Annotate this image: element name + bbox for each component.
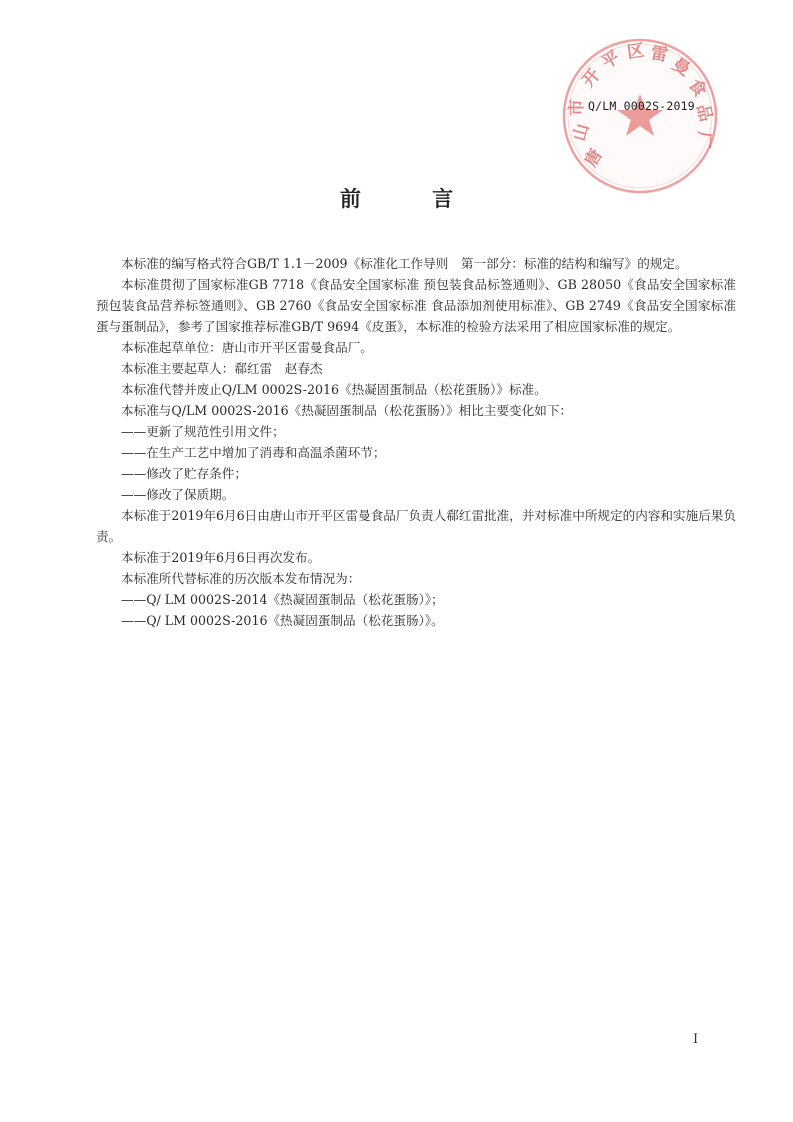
page-number: I (693, 1032, 699, 1047)
svg-text:雷: 雷 (649, 43, 670, 66)
paragraph-approval: 本标准于2019年6月6日由唐山市开平区雷曼食品厂负责人郗红雷批准，并对标准中所规定的内容和实施后果负责。 (96, 508, 736, 544)
change-item: ——修改了贮存条件； (121, 466, 247, 481)
svg-text:山: 山 (569, 121, 594, 144)
svg-text:市: 市 (567, 99, 587, 116)
svg-text:品: 品 (692, 102, 716, 124)
paragraph-drafting-unit: 本标准起草单位：唐山市开平区雷曼食品厂。 (121, 340, 373, 355)
svg-text:区: 区 (625, 40, 646, 63)
paragraph-release: 本标准于2019年6月6日再次发布。 (121, 550, 321, 565)
standard-code: Q/LM 0002S-2019 (588, 99, 695, 113)
svg-text:开: 开 (578, 65, 605, 92)
company-seal (560, 36, 720, 196)
paragraph-format: 本标准的编写格式符合GB/T 1.1－2009《标准化工作导则 第一部分：标准的结构和编写》的规定。 (121, 256, 688, 271)
svg-text:唐: 唐 (581, 145, 607, 171)
history-item: ——Q/ LM 0002S-2014《热凝固蛋制品（松花蛋肠）》； (121, 592, 444, 607)
history-item: ——Q/ LM 0002S-2016《热凝固蛋制品（松花蛋肠）》。 (121, 613, 444, 628)
paragraph-standards: 本标准贯彻了国家标准GB 7718《食品安全国家标准 预包装食品标签通则》、GB 28050《食品安全国家标准 预包装食品营养标签通则》、GB 2760《食品安全国家标准 食品添加剂使用标准》、GB 2749《食品安全国家标准 蛋与蛋制品》，参考了国家推荐标准GB/T 9694《皮蛋》，本标准的检验方法采用了相应国家标准的规定。 (96, 277, 736, 334)
paragraph-replaces: 本标准代替并废止Q/LM 0002S-2016《热凝固蛋制品（松花蛋肠）》标准。 (121, 382, 547, 397)
svg-text:平: 平 (598, 47, 624, 74)
change-item: ——在生产工艺中增加了消毒和高温杀菌环节； (121, 445, 386, 460)
page-title: 前 言 (339, 187, 486, 211)
svg-text:曼: 曼 (668, 54, 694, 81)
svg-text:厂: 厂 (692, 130, 714, 150)
svg-text:食: 食 (683, 75, 711, 101)
paragraph-drafters: 本标准主要起草人：郗红雷 赵春杰 (121, 361, 323, 376)
change-item: ——更新了规范性引用文件； (121, 424, 285, 439)
paragraph-changes: 本标准与Q/LM 0002S-2016《热凝固蛋制品（松花蛋肠）》相比主要变化如下： (121, 403, 573, 418)
paragraph-history: 本标准所代替标准的历次版本发布情况为： (121, 571, 361, 586)
change-item: ——修改了保质期。 (121, 487, 235, 502)
foreword-body (96, 253, 736, 631)
